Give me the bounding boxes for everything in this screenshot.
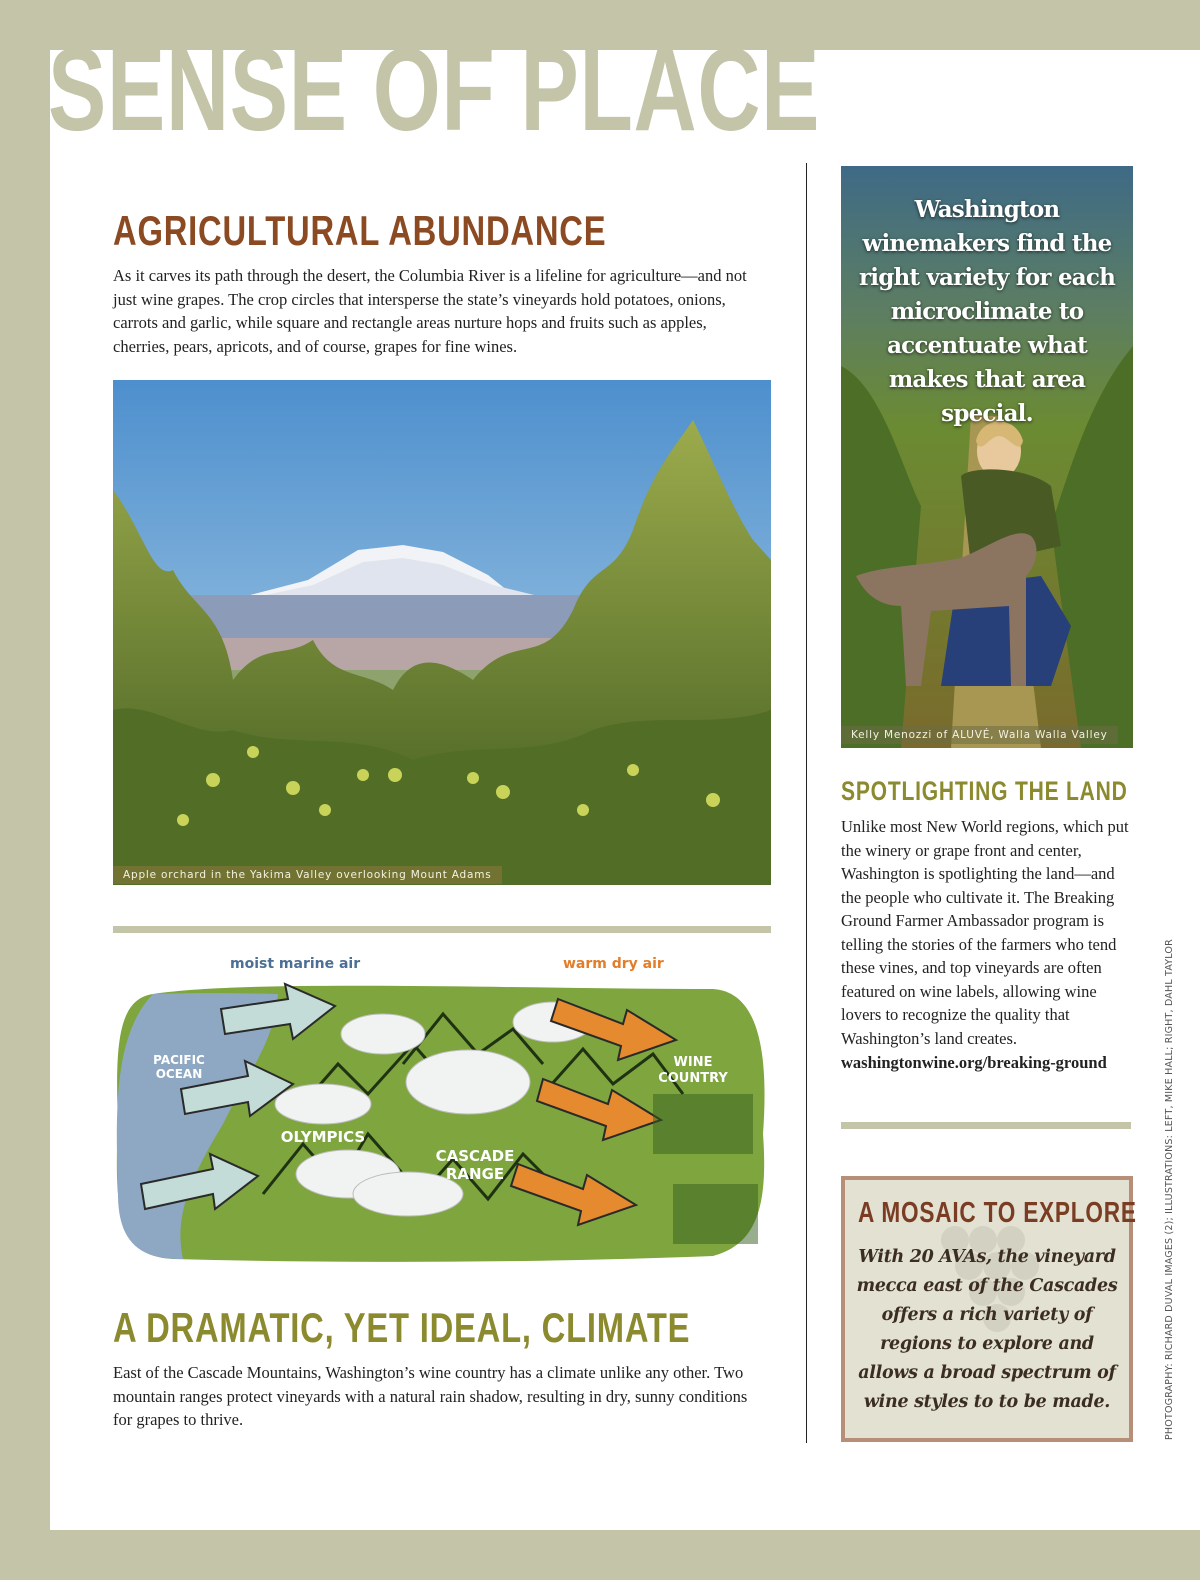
breaking-ground-link[interactable]: washingtonwine.org/breaking-ground — [841, 1053, 1107, 1072]
climate-heading: A DRAMATIC, YET IDEAL, CLIMATE — [113, 1304, 691, 1351]
page-title: SENSE OF PLACE — [48, 24, 821, 156]
mosaic-body: With 20 AVAs, the vineyard mecca east of the Cascades offers a rich variety of regions to explore and allows a broad spectrum of wine styles to to be made. — [856, 1247, 1118, 1412]
label-pacific: PACIFIC — [153, 1053, 205, 1067]
label-ocean: OCEAN — [155, 1067, 203, 1081]
spotlight-body: Unlike most New World regions, which put the winery or grape front and center, Washington is spotlighting the land—and the people who cultivate it. The Breaking Ground Farmer Ambassador program is telling the stories of the farmers who tend these vines, and top vineyards are often featured on wine labels, allowing wine lovers to recognize the quality that Washington’s land creates. — [841, 817, 1129, 1048]
column-divider — [806, 163, 807, 1443]
label-moist-marine-air: moist marine air — [230, 956, 361, 972]
mosaic-heading: A MOSAIC TO EXPLORE — [858, 1197, 1137, 1229]
label-wine: WINE — [673, 1055, 713, 1070]
climate-body: East of the Cascade Mountains, Washington’s wine country has a climate unlike any other. Two mountain ranges protect vineyards with a natural rain shadow, resulting in dry, sunny conditions for grapes to thrive. — [113, 1363, 748, 1429]
label-country: COUNTRY — [658, 1071, 728, 1086]
label-warm-dry-air: warm dry air — [563, 956, 664, 972]
orchard-photo — [113, 380, 771, 885]
climate-illustration — [113, 944, 771, 1274]
label-olympics: OLYMPICS — [280, 1128, 366, 1146]
sidebar-quote: Washington winemakers find the right variety for each microclimate to accentuate what makes that area special. — [858, 196, 1116, 427]
photo-credit: PHOTOGRAPHY: RICHARD DUVAL IMAGES (2); ILLUSTRATIONS: LEFT, MIKE HALL; RIGHT, DAHL TAYLOR — [1164, 939, 1175, 1440]
agricultural-heading: AGRICULTURAL ABUNDANCE — [113, 207, 607, 254]
winemaker-photo-caption: Kelly Menozzi of ALUVÉ, Walla Walla Valley — [841, 726, 1118, 744]
spotlight-heading: SPOTLIGHTING THE LAND — [841, 776, 1128, 806]
label-cascade: CASCADE — [435, 1147, 515, 1165]
label-range: RANGE — [445, 1165, 505, 1183]
orchard-photo-caption: Apple orchard in the Yakima Valley overlooking Mount Adams — [113, 866, 502, 884]
agricultural-body: As it carves its path through the desert, the Columbia River is a lifeline for agriculture—and not just wine grapes. The crop circles that intersperse the state’s vineyards hold potatoes, onions, carrots and garlic, while square and rectangle areas nurture hops and fruits such as apples, cherries, pears, apricots, and of course, grapes for fine wines. — [113, 266, 747, 356]
section-rule — [113, 926, 771, 933]
sidebar-rule — [841, 1122, 1131, 1129]
